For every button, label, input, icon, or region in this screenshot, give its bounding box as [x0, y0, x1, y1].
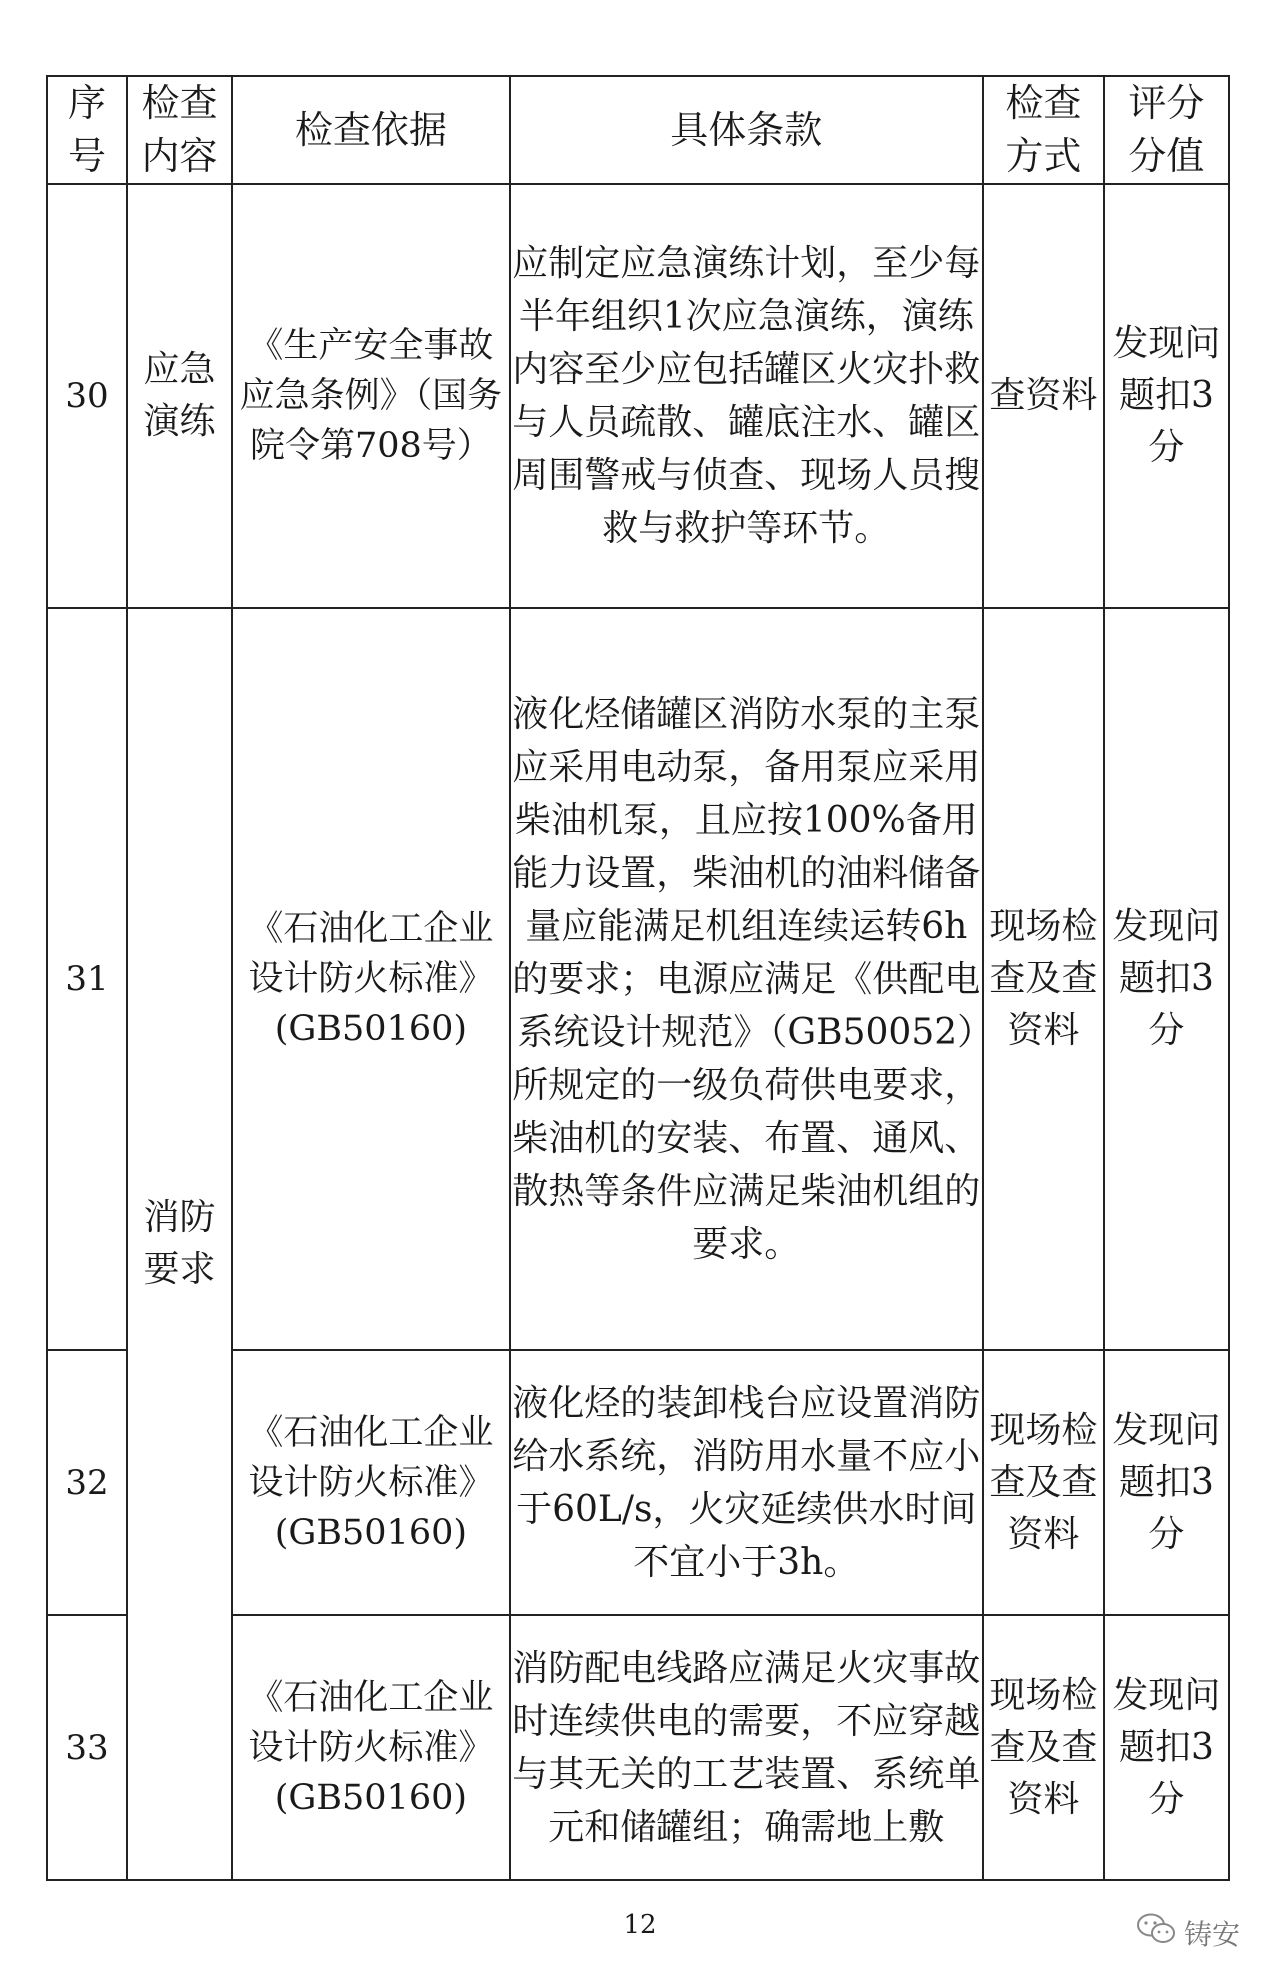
row-clause: 液化烃的装卸栈台应设置消防给水系统，消防用水量不应小于60L/s，火灾延续供水时间不宜小于3h。 — [510, 1350, 983, 1615]
row-method: 现场检查及查资料 — [983, 1350, 1104, 1615]
header-clause: 具体条款 — [510, 76, 983, 184]
row-method: 查资料 — [983, 184, 1104, 608]
watermark — [1136, 1912, 1240, 1953]
row-score: 发现问题扣3分 — [1104, 1615, 1229, 1880]
wechat-icon — [1136, 1912, 1176, 1953]
header-seq: 序号 — [47, 76, 127, 184]
row-basis: 《石油化工企业设计防火标准》(GB50160) — [232, 608, 510, 1350]
header-method: 检查方式 — [983, 76, 1104, 184]
row-score: 发现问题扣3分 — [1104, 1350, 1229, 1615]
page-number: 12 — [623, 1910, 657, 1940]
header-row — [47, 76, 1229, 184]
row-number: 31 — [47, 608, 127, 1350]
row-category: 应急演练 — [127, 184, 232, 608]
inspection-table — [46, 75, 1230, 1881]
row-score: 发现问题扣3分 — [1104, 184, 1229, 608]
row-basis: 《石油化工企业设计防火标准》(GB50160) — [232, 1615, 510, 1880]
row-method: 现场检查及查资料 — [983, 608, 1104, 1350]
header-content: 检查内容 — [127, 76, 232, 184]
table-row — [47, 608, 1229, 1350]
row-score: 发现问题扣3分 — [1104, 608, 1229, 1350]
header-basis: 检查依据 — [232, 76, 510, 184]
row-clause: 应制定应急演练计划，至少每半年组织1次应急演练，演练内容至少应包括罐区火灾扑救与人员疏散、罐底注水、罐区周围警戒与侦查、现场人员搜救与救护等环节。 — [510, 184, 983, 608]
header-score: 评分分值 — [1104, 76, 1229, 184]
row-clause: 消防配电线路应满足火灾事故时连续供电的需要，不应穿越与其无关的工艺装置、系统单元和储罐组；确需地上敷 — [510, 1615, 983, 1880]
row-basis: 《生产安全事故应急条例》（国务院令第708号） — [232, 184, 510, 608]
row-basis: 《石油化工企业设计防火标准》(GB50160) — [232, 1350, 510, 1615]
row-number: 32 — [47, 1350, 127, 1615]
row-method: 现场检查及查资料 — [983, 1615, 1104, 1880]
row-number: 30 — [47, 184, 127, 608]
row-clause: 液化烃储罐区消防水泵的主泵应采用电动泵，备用泵应采用柴油机泵，且应按100%备用能力设置，柴油机的油料储备量应能满足机组连续运转6h的要求；电源应满足《供配电系统设计规范》（GB50052）所规定的一级负荷供电要求，柴油机的安装、布置、通风、散热等条件应满足柴油机组的要求。 — [510, 608, 983, 1350]
watermark-text: 铸安 — [1183, 1917, 1240, 1951]
row-number: 33 — [47, 1615, 127, 1880]
row-category: 消防要求 — [127, 608, 232, 1880]
table-row — [47, 184, 1229, 608]
